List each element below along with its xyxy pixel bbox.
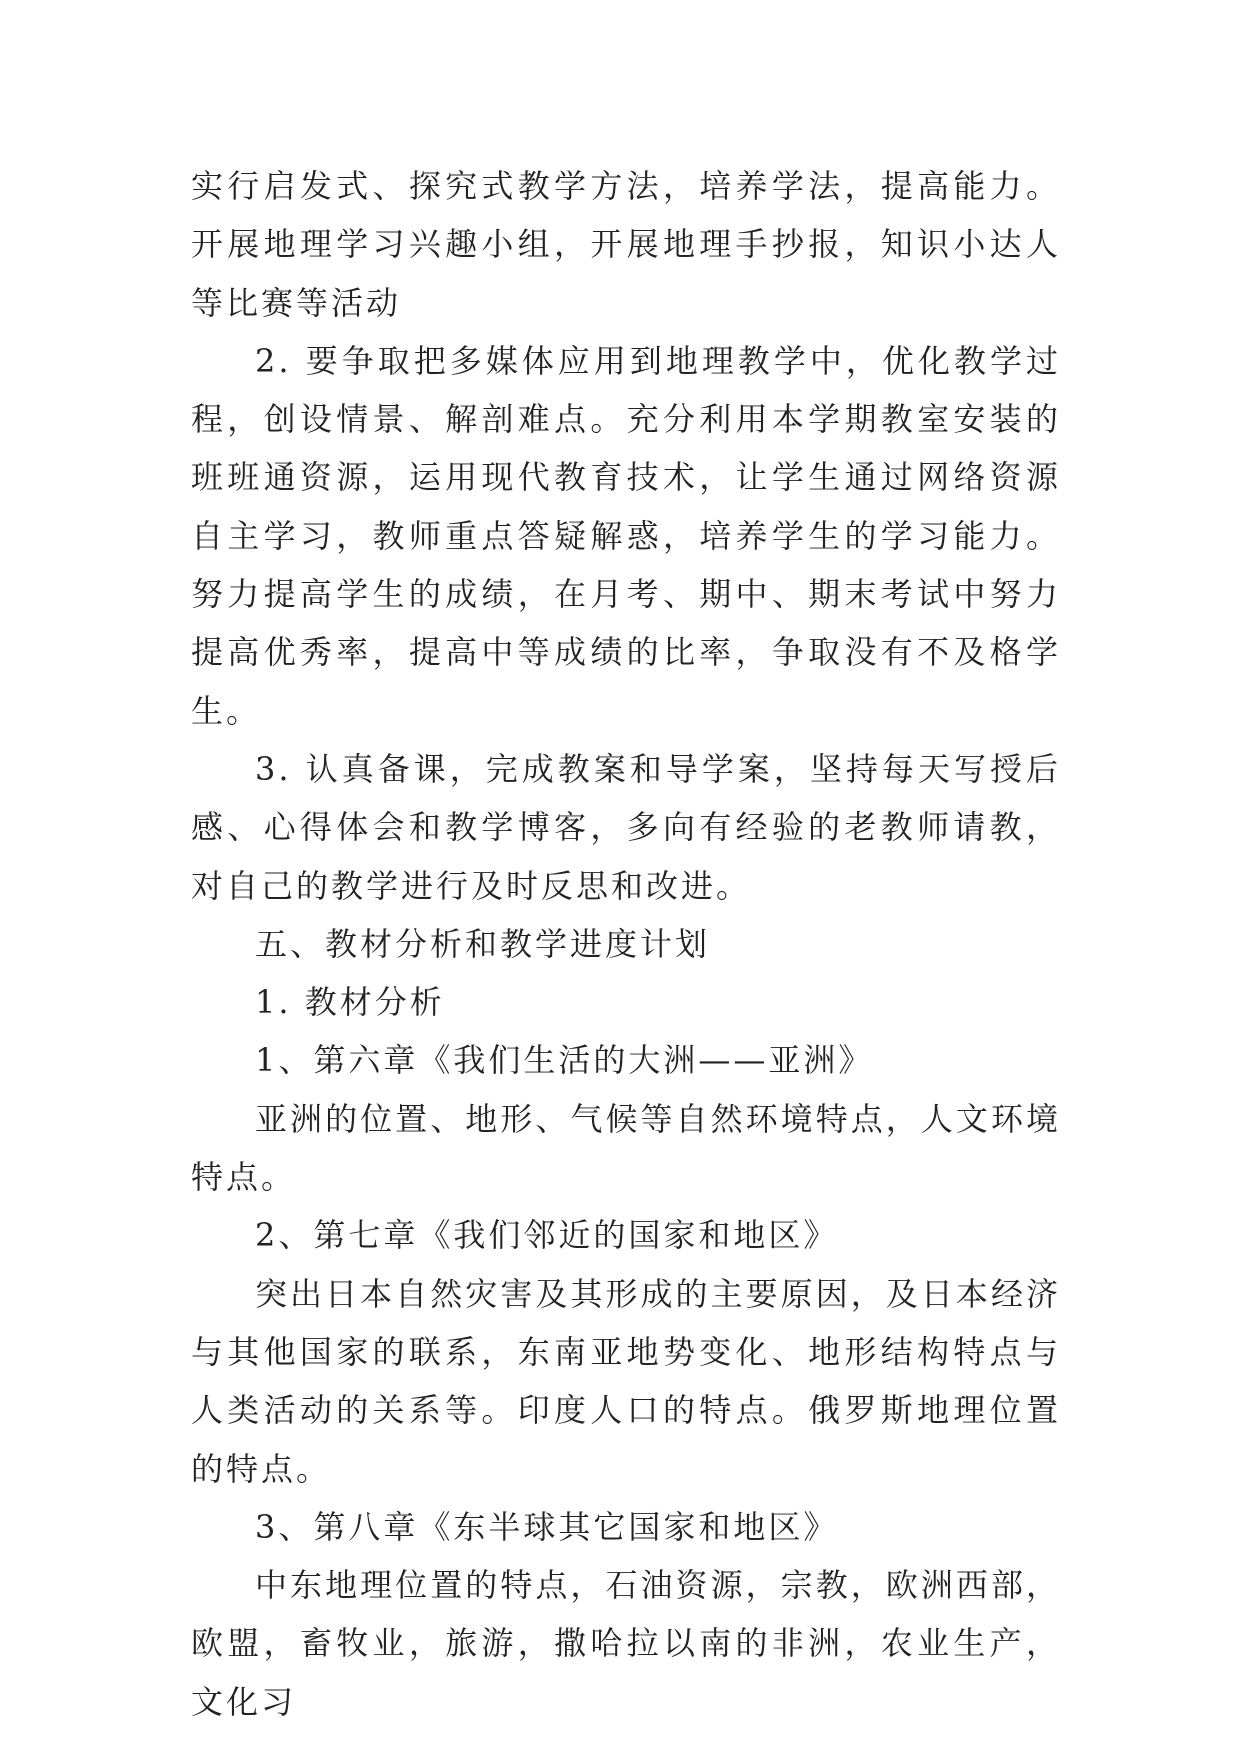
paragraph-lesson-prep: 3. 认真备课，完成教案和导学案，坚持每天写授后感、心得体会和教学博客，多向有经验的老教师请教，对自己的教学进行及时反思和改进。 — [191, 749, 1061, 905]
section-heading-textbook-analysis: 五、教材分析和教学进度计划 — [255, 924, 711, 963]
document-body — [191, 157, 1061, 1731]
chapter-6-summary: 亚洲的位置、地形、气候等自然环境特点，人文环境特点。 — [191, 1099, 1061, 1197]
chapter-8-summary: 中东地理位置的特点，石油资源，宗教，欧洲西部，欧盟，畜牧业，旅游，撒哈拉以南的非洲，农业生产，文化习 — [191, 1566, 1061, 1721]
paragraph-teaching-methods: 实行启发式、探究式教学方法，培养学法，提高能力。开展地理学习兴趣小组，开展地理手抄报，知识小达人等比赛等活动 — [191, 167, 1061, 322]
subheading-textbook-analysis: 1. 教材分析 — [255, 983, 445, 1022]
chapter-heading-6: 1、第六章《我们生活的大洲——亚洲》 — [255, 1041, 874, 1080]
chapter-7-summary: 突出日本自然灾害及其形成的主要原因，及日本经济与其他国家的联系，东南亚地势变化、地形结构特点与人类活动的关系等。印度人口的特点。俄罗斯地理位置的特点。 — [191, 1274, 1061, 1488]
chapter-heading-8: 3、第八章《东半球其它国家和地区》 — [255, 1507, 839, 1546]
chapter-heading-7: 2、第七章《我们邻近的国家和地区》 — [255, 1216, 839, 1255]
paragraph-multimedia: 2. 要争取把多媒体应用到地理教学中，优化教学过程，创设情景、解剖难点。充分利用本学期教室安装的班班通资源，运用现代教育技术，让学生通过网络资源自主学习，教师重点答疑解惑，培养学生的学习能力。努力提高学生的成绩，在月考、期中、期末考试中努力提高优秀率，提高中等成绩的比率，争取没有不及格学生。 — [191, 341, 1061, 730]
